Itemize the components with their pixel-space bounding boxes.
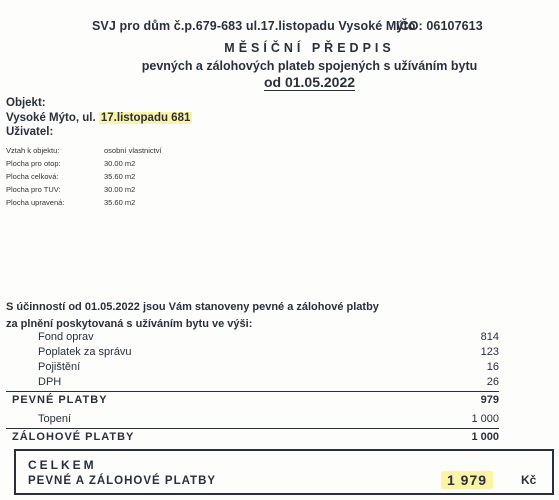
detail-value: osobní vlastnictví [104, 146, 162, 155]
divider [6, 428, 499, 429]
fixed-total-amount: 979 [480, 394, 499, 406]
grand-total-currency: Kč [521, 473, 537, 487]
advance-total-label: ZÁLOHOVÉ PLATBY [12, 431, 135, 443]
detail-label: Vztah k objektu: [6, 146, 60, 155]
detail-label: Plocha celková: [6, 172, 59, 181]
item-label: Pojištění [38, 361, 81, 373]
item-label: DPH [38, 376, 62, 388]
item-label: Poplatek za správu [38, 346, 132, 358]
header-organization [92, 19, 483, 33]
detail-label: Plocha pro otop: [6, 159, 61, 168]
detail-value: 30.00 m2 [104, 159, 136, 168]
detail-label: Plocha upravená: [6, 198, 65, 207]
fixed-payment-row [6, 346, 499, 360]
item-amount: 16 [486, 361, 499, 373]
payment-notice: S účinností od 01.05.2022 jsou Vám stanoveny pevné a zálohové platby za plnění poskytovaná s užíváním bytu ve výši: [6, 301, 379, 330]
fixed-payment-row [6, 376, 499, 390]
fixed-total-label: PEVNÉ PLATBY [12, 394, 108, 406]
fixed-payment-row [6, 331, 499, 345]
detail-value: 35.60 m2 [104, 172, 136, 181]
object-address [6, 112, 192, 124]
document-title: MĚSÍČNÍ PŘEDPIS [224, 41, 395, 55]
item-label: Fond oprav [38, 331, 94, 343]
item-amount: 123 [480, 346, 499, 358]
object-address-prefix: Vysoké Mýto, ul. [6, 112, 99, 124]
user-label: Uživatel: [6, 126, 54, 138]
detail-value: 35.60 m2 [104, 198, 136, 207]
grand-total-title: CELKEM [28, 458, 97, 472]
item-amount: 814 [480, 331, 499, 343]
item-amount: 26 [486, 376, 499, 388]
advance-total-row [6, 431, 499, 445]
document-subtitle: pevných a zálohových plateb spojených s užíváním bytu [141, 59, 478, 73]
detail-label: Plocha pro TUV: [6, 185, 61, 194]
object-label: Objekt: [6, 97, 46, 109]
divider [6, 391, 499, 392]
detail-value: 30.00 m2 [104, 185, 136, 194]
fixed-total-row [6, 394, 499, 408]
object-address-street: 17.listopadu 681 [100, 112, 191, 124]
fixed-payment-row [6, 361, 499, 375]
grand-total-subtitle: PEVNÉ A ZÁLOHOVÉ PLATBY [28, 475, 217, 487]
grand-total-amount: 1 979 [441, 471, 493, 489]
advance-payment-row [6, 413, 499, 427]
company-id: IČO: 06107613 [396, 19, 483, 33]
effective-date-text: od 01.05.2022 [263, 74, 356, 90]
effective-date [0, 74, 559, 90]
grand-total-box [14, 449, 554, 495]
item-label: Topení [38, 413, 72, 425]
advance-total-amount: 1 000 [471, 431, 499, 443]
organization-name: SVJ pro dům č.p.679-683 ul.17.listopadu Vysoké Mýto [92, 19, 416, 33]
item-amount: 1 000 [471, 413, 499, 425]
